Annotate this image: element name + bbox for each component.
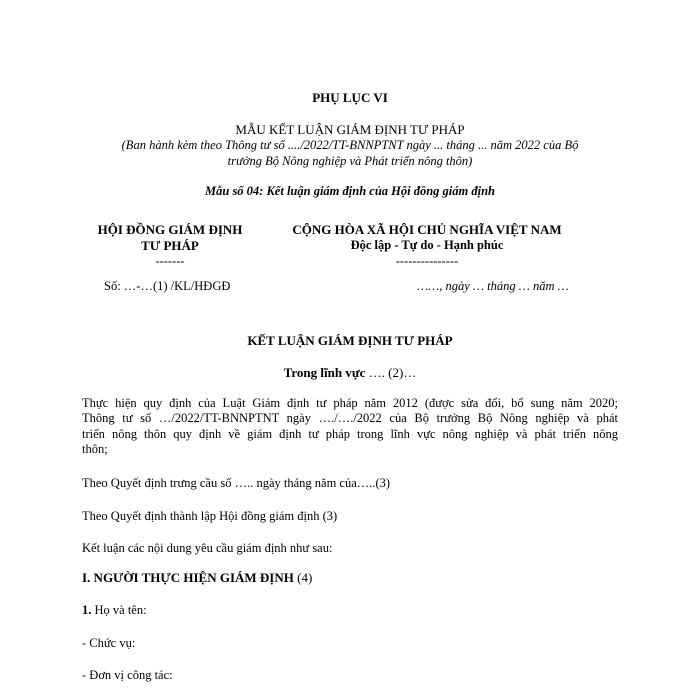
document-title: KẾT LUẬN GIÁM ĐỊNH TƯ PHÁP [247,333,453,348]
legal-basis-line-4: thôn; [82,441,108,456]
appendix-title: PHỤ LỤC VI [312,90,388,105]
issuer-name-line-1: HỘI ĐỒNG GIÁM ĐỊNH [97,222,243,237]
legal-basis-line-3: triển nông thôn quy định về giám định tư pháp trong lĩnh vực nông nghiệp và phát triển nông [82,426,618,441]
issued-by-line-2: trưởng Bộ Nông nghiệp và Phát triển nông thôn) [227,154,473,168]
document-number: Số: …-…(1) /KL/HĐGĐ [104,279,231,293]
item-full-name [82,603,147,618]
form-number: Mẫu số 04: Kết luận giám định của Hội đồng giám định [205,184,495,198]
council-decision-paragraph: Theo Quyết định thành lập Hội đồng giám định (3) [82,509,338,523]
item-full-name-label: Họ và tên: [91,603,147,617]
document-date: ……, ngày … tháng … năm … [417,279,569,293]
legal-basis-line-2: Thông tư số …/2022/TT-BNNPTNT ngày …./…./2022 của Bộ trưởng Bộ Nông nghiệp và phát [82,411,618,426]
conclusion-intro: Kết luận các nội dung yêu cầu giám định như sau: [82,541,333,555]
item-position: - Chức vụ: [82,636,136,650]
item-number: 1. [82,603,92,617]
motto-underline: --------------- [395,254,459,268]
national-motto: Độc lập - Tự do - Hạnh phúc [350,238,504,252]
request-decision-paragraph: Theo Quyết định trưng cầu số ….. ngày tháng năm của…..(3) [82,476,391,490]
section-heading-1 [82,570,312,586]
national-title: CỘNG HÒA XÃ HỘI CHỦ NGHĨA VIỆT NAM [292,222,562,237]
issuer-name-line-2: TƯ PHÁP [141,238,199,253]
item-work-unit: - Đơn vị công tác: [82,668,173,682]
form-name: MẪU KẾT LUẬN GIÁM ĐỊNH TƯ PHÁP [235,122,465,137]
field-line [82,365,618,381]
legal-basis-line-1: Thực hiện quy định của Luật Giám định tư pháp năm 2012 (được sửa đổi, bổ sung năm 2020; [82,396,618,410]
section-heading-1-label: I. NGƯỜI THỰC HIỆN GIÁM ĐỊNH [82,570,294,585]
legal-basis-paragraph [82,396,618,457]
field-value: …. (2)… [365,365,417,380]
issued-by-line-1: (Ban hành kèm theo Thông tư số ..../2022/TT-BNNPTNT ngày ... tháng ... năm 2022 của Bộ [121,138,579,152]
issuer-underline: ------- [155,254,185,268]
section-heading-1-note: (4) [293,570,313,585]
field-label: Trong lĩnh vực [283,365,366,380]
